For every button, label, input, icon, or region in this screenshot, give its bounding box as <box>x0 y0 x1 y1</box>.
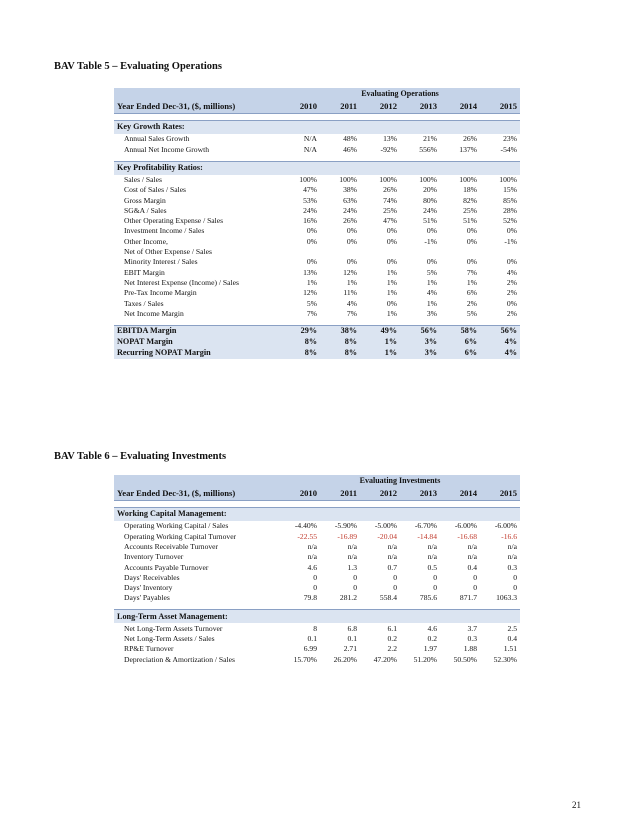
cell-value: 51.20% <box>413 654 437 664</box>
cell-value: 0% <box>506 226 517 236</box>
cell-value: 15% <box>503 185 517 195</box>
page-number: 21 <box>572 800 581 810</box>
summary-row <box>114 337 520 348</box>
year-2012: 2012 <box>360 486 400 501</box>
cell-value: 2.5 <box>507 623 517 633</box>
row-label: Net Long-Term Assets Turnover <box>124 623 223 633</box>
cell-value: 6.8 <box>347 623 357 633</box>
row-label: Accounts Receivable Turnover <box>124 541 219 551</box>
cell-value: -22.55 <box>297 531 317 541</box>
cell-value: 7% <box>466 267 477 277</box>
year-2011: 2011 <box>320 99 360 114</box>
cell-value: 8% <box>280 337 320 348</box>
cell-value: 0 <box>513 583 517 593</box>
table5-caption: BAV Table 5 – Evaluating Operations <box>54 61 222 72</box>
cell-value: 0.4 <box>467 562 477 572</box>
cell-value: n/a <box>427 541 437 551</box>
cell-value: 2.2 <box>387 644 397 654</box>
table-row <box>114 205 520 215</box>
table6-caption: BAV Table 6 – Evaluating Investments <box>54 451 227 462</box>
cell-value: 1.97 <box>423 644 437 654</box>
cell-value: 100% <box>419 174 437 184</box>
cell-value: 3% <box>400 348 440 359</box>
cell-value: 1063.3 <box>496 593 517 603</box>
table-row <box>114 572 520 582</box>
cell-value <box>400 247 440 257</box>
cell-value: 0% <box>386 257 397 267</box>
cell-value <box>360 247 400 257</box>
table-row <box>114 593 520 603</box>
cell-value: 2% <box>506 288 517 298</box>
cell-value: 20% <box>423 185 437 195</box>
cell-value <box>320 247 360 257</box>
cell-value: 1% <box>386 288 397 298</box>
cell-value: 3% <box>400 337 440 348</box>
cell-value: 4% <box>506 267 517 277</box>
cell-value: 26% <box>343 216 357 226</box>
cell-value: 25% <box>383 205 397 215</box>
section-header <box>114 610 520 624</box>
cell-value: 8% <box>280 348 320 359</box>
cell-value: 48% <box>343 134 357 144</box>
table-row <box>114 216 520 226</box>
row-label: Pre-Tax Income Margin <box>124 288 197 298</box>
section-title: Key Growth Rates: <box>114 121 520 135</box>
cell-value: 0 <box>353 583 357 593</box>
section-header <box>114 508 520 522</box>
year-2013: 2013 <box>400 99 440 114</box>
row-label: Taxes / Sales <box>124 298 164 308</box>
cell-value: 0% <box>466 236 477 246</box>
row-label: Gross Margin <box>124 195 166 205</box>
table-row <box>114 195 520 205</box>
cell-value: 3.7 <box>467 623 477 633</box>
cell-value: 24% <box>343 205 357 215</box>
row-label: Days' Receivables <box>124 572 180 582</box>
table-row <box>114 542 520 552</box>
cell-value: 1% <box>386 277 397 287</box>
table-row <box>114 552 520 562</box>
cell-value: 1% <box>466 277 477 287</box>
cell-value <box>280 247 320 257</box>
row-label: Sales / Sales <box>124 174 162 184</box>
cell-value: N/A <box>303 144 317 154</box>
cell-value: 7% <box>306 308 317 318</box>
year-2013: 2013 <box>400 486 440 501</box>
cell-value: 13% <box>383 134 397 144</box>
table-row <box>114 236 520 246</box>
cell-value: 47% <box>383 216 397 226</box>
cell-value: 1% <box>346 277 357 287</box>
year-2015: 2015 <box>480 486 520 501</box>
row-label: Minority Interest / Sales <box>124 257 198 267</box>
cell-value: 51% <box>423 216 437 226</box>
cell-value: 871.7 <box>459 593 477 603</box>
cell-value: 8% <box>320 337 360 348</box>
cell-value: 1% <box>360 348 400 359</box>
cell-value: 51% <box>463 216 477 226</box>
cell-value: -5.00% <box>374 521 397 531</box>
spacer-row <box>114 114 520 121</box>
cell-value: 15.70% <box>293 654 317 664</box>
cell-value: 47% <box>303 185 317 195</box>
row-label: Depreciation & Amortization / Sales <box>124 654 235 664</box>
cell-value: 50.50% <box>453 654 477 664</box>
table5-title: Evaluating Operations <box>280 88 520 99</box>
cell-value: -6.00% <box>454 521 477 531</box>
row-label: Other Income, <box>124 236 168 246</box>
row-label: EBITDA Margin <box>114 325 280 337</box>
row-label: Annual Net Income Growth <box>124 144 209 154</box>
cell-value: 6.1 <box>387 623 397 633</box>
cell-value: 0 <box>313 572 317 582</box>
cell-value: 53% <box>303 195 317 205</box>
cell-value: 46% <box>343 144 357 154</box>
cell-value: n/a <box>347 541 357 551</box>
cell-value: 0.1 <box>347 634 357 644</box>
section-header <box>114 121 520 135</box>
cell-value: n/a <box>387 552 397 562</box>
cell-value: 1% <box>360 337 400 348</box>
spacer-row <box>114 501 520 508</box>
cell-value: 0 <box>473 572 477 582</box>
cell-value: 0.2 <box>427 634 437 644</box>
cell-value: 0.5 <box>427 562 437 572</box>
cell-value: 23% <box>503 134 517 144</box>
cell-value: 4% <box>346 298 357 308</box>
table-row <box>114 654 520 664</box>
table-row <box>114 634 520 644</box>
cell-value: 47.20% <box>373 654 397 664</box>
cell-value: 0 <box>433 583 437 593</box>
cell-value: 52.30% <box>493 654 517 664</box>
year-2014: 2014 <box>440 99 480 114</box>
cell-value: -54% <box>500 144 517 154</box>
cell-value: 4% <box>480 337 520 348</box>
cell-value: n/a <box>347 552 357 562</box>
cell-value: 0% <box>386 298 397 308</box>
cell-value: n/a <box>507 541 517 551</box>
section-title: Working Capital Management: <box>114 508 520 522</box>
cell-value: 38% <box>320 325 360 337</box>
row-label: Recurring NOPAT Margin <box>114 348 280 359</box>
cell-value: 8 <box>313 623 317 633</box>
year-2011: 2011 <box>320 486 360 501</box>
cell-value: 1% <box>426 277 437 287</box>
cell-value: 0% <box>346 226 357 236</box>
table-row <box>114 278 520 288</box>
table6 <box>114 475 520 665</box>
table-row <box>114 288 520 298</box>
row-label: Net Interest Expense (Income) / Sales <box>124 277 239 287</box>
cell-value: 26% <box>383 185 397 195</box>
cell-value: 0.1 <box>307 634 317 644</box>
cell-value: 281.2 <box>339 593 357 603</box>
table-row <box>114 562 520 572</box>
cell-value: 49% <box>360 325 400 337</box>
cell-value: 1.88 <box>463 644 477 654</box>
evaluating-operations-table <box>114 88 520 426</box>
cell-value: 5% <box>466 308 477 318</box>
cell-value: 2% <box>506 308 517 318</box>
cell-value: 785.6 <box>419 593 437 603</box>
row-label: Net of Other Expense / Sales <box>124 247 212 257</box>
cell-value: 18% <box>463 185 477 195</box>
cell-value: 0% <box>306 236 317 246</box>
cell-value: 0.3 <box>507 562 517 572</box>
table-row <box>114 298 520 308</box>
cell-value: 6.99 <box>303 644 317 654</box>
cell-value: 0% <box>306 257 317 267</box>
cell-value: 0% <box>426 257 437 267</box>
cell-value: 56% <box>400 325 440 337</box>
year-2010: 2010 <box>280 99 320 114</box>
cell-value: -16.68 <box>457 531 477 541</box>
cell-value: n/a <box>307 552 317 562</box>
cell-value: -14.84 <box>417 531 437 541</box>
cell-value: 1% <box>306 277 317 287</box>
cell-value: 2% <box>466 298 477 308</box>
cell-value: 4.6 <box>427 623 437 633</box>
cell-value: 26% <box>463 134 477 144</box>
year-2010: 2010 <box>280 486 320 501</box>
year-2014: 2014 <box>440 486 480 501</box>
cell-value: 13% <box>303 267 317 277</box>
table-row <box>114 644 520 654</box>
table-row <box>114 521 520 531</box>
cell-value: 556% <box>419 144 437 154</box>
row-label: Days' Payables <box>124 593 170 603</box>
row-label: Net Income Margin <box>124 308 184 318</box>
row-label: Investment Income / Sales <box>124 226 205 236</box>
cell-value: 6% <box>466 288 477 298</box>
cell-value: 24% <box>423 205 437 215</box>
cell-value: 0 <box>313 583 317 593</box>
table5 <box>114 88 520 359</box>
row-label: Inventory Turnover <box>124 552 184 562</box>
cell-value: 3% <box>426 308 437 318</box>
table-row <box>114 247 520 257</box>
cell-value: 0% <box>466 257 477 267</box>
cell-value: 6% <box>440 337 480 348</box>
year-2012: 2012 <box>360 99 400 114</box>
cell-value: 38% <box>343 185 357 195</box>
cell-value: 5% <box>426 267 437 277</box>
cell-value: 1.51 <box>503 644 517 654</box>
row-label: Days' Inventory <box>124 583 173 593</box>
table5-header-label: Year Ended Dec-31, ($, millions) <box>114 99 280 114</box>
cell-value: 0.7 <box>387 562 397 572</box>
cell-value: 100% <box>339 174 357 184</box>
cell-value: 7% <box>346 308 357 318</box>
cell-value: 5% <box>306 298 317 308</box>
row-label: Net Long-Term Assets / Sales <box>124 634 215 644</box>
cell-value: N/A <box>303 134 317 144</box>
cell-value: 0 <box>393 583 397 593</box>
evaluating-investments-table <box>114 475 520 711</box>
table-row <box>114 267 520 277</box>
cell-value: n/a <box>507 552 517 562</box>
cell-value: 100% <box>499 174 517 184</box>
cell-value: 4.6 <box>307 562 317 572</box>
cell-value: 0% <box>426 226 437 236</box>
cell-value: 0% <box>506 257 517 267</box>
table-row <box>114 623 520 633</box>
cell-value: 26.20% <box>333 654 357 664</box>
cell-value: 0.2 <box>387 634 397 644</box>
cell-value: n/a <box>307 541 317 551</box>
section-title: Long-Term Asset Management: <box>114 610 520 624</box>
cell-value: n/a <box>467 552 477 562</box>
cell-value: 11% <box>343 288 357 298</box>
cell-value: 4% <box>426 288 437 298</box>
row-label: Other Operating Expense / Sales <box>124 216 224 226</box>
row-label: Operating Working Capital / Sales <box>124 521 229 531</box>
cell-value: 0% <box>346 236 357 246</box>
table-row <box>114 531 520 541</box>
cell-value: n/a <box>467 541 477 551</box>
cell-value: 79.8 <box>303 593 317 603</box>
cell-value: 4% <box>480 348 520 359</box>
spacer-cell <box>114 114 520 121</box>
cell-value: -92% <box>380 144 397 154</box>
cell-value: 24% <box>303 205 317 215</box>
table-row <box>114 257 520 267</box>
cell-value: 100% <box>299 174 317 184</box>
row-label: Accounts Payable Turnover <box>124 562 209 572</box>
section-header <box>114 161 520 175</box>
cell-value: 137% <box>459 144 477 154</box>
table6-title: Evaluating Investments <box>280 475 520 486</box>
cell-value: 63% <box>343 195 357 205</box>
cell-value: 100% <box>459 174 477 184</box>
cell-value: -6.70% <box>414 521 437 531</box>
cell-value: 12% <box>343 267 357 277</box>
cell-value: 52% <box>503 216 517 226</box>
section-title: Key Profitability Ratios: <box>114 161 520 175</box>
cell-value: n/a <box>427 552 437 562</box>
cell-value: -4.40% <box>294 521 317 531</box>
cell-value: -16.89 <box>337 531 357 541</box>
table-row <box>114 308 520 318</box>
cell-value <box>480 247 520 257</box>
cell-value: 16% <box>303 216 317 226</box>
spacer-cell <box>114 501 520 508</box>
table-row <box>114 144 520 154</box>
cell-value: 1% <box>386 308 397 318</box>
cell-value: 85% <box>503 195 517 205</box>
cell-value: 0 <box>393 572 397 582</box>
row-label: SG&A / Sales <box>124 205 167 215</box>
cell-value: 0 <box>513 572 517 582</box>
cell-value: 558.4 <box>379 593 397 603</box>
row-label: RP&E Turnover <box>124 644 174 654</box>
cell-value: 0% <box>386 226 397 236</box>
cell-value: 28% <box>503 205 517 215</box>
cell-value: 6% <box>440 348 480 359</box>
table-row <box>114 226 520 236</box>
cell-value: 100% <box>379 174 397 184</box>
cell-value: 1% <box>386 267 397 277</box>
cell-value: 58% <box>440 325 480 337</box>
cell-value: 0 <box>433 572 437 582</box>
cell-value: 12% <box>303 288 317 298</box>
table-row <box>114 583 520 593</box>
cell-value: 0% <box>466 226 477 236</box>
cell-value: -16.6 <box>501 531 517 541</box>
cell-value: 0 <box>353 572 357 582</box>
cell-value: 25% <box>463 205 477 215</box>
cell-value: 2% <box>506 277 517 287</box>
cell-value: 0% <box>506 298 517 308</box>
row-label: EBIT Margin <box>124 267 165 277</box>
cell-value: 0 <box>473 583 477 593</box>
row-label: NOPAT Margin <box>114 337 280 348</box>
row-label: Cost of Sales / Sales <box>124 185 187 195</box>
summary-row <box>114 348 520 359</box>
table6-header-label: Year Ended Dec-31, ($, millions) <box>114 486 280 501</box>
cell-value: 0% <box>346 257 357 267</box>
table-row <box>114 175 520 185</box>
table-row <box>114 134 520 144</box>
cell-value: 80% <box>423 195 437 205</box>
cell-value: 0.4 <box>507 634 517 644</box>
cell-value: 1.3 <box>347 562 357 572</box>
cell-value: 56% <box>480 325 520 337</box>
cell-value: 74% <box>383 195 397 205</box>
row-label: Operating Working Capital Turnover <box>124 531 237 541</box>
cell-value: 82% <box>463 195 477 205</box>
cell-value: 29% <box>280 325 320 337</box>
cell-value: 0% <box>386 236 397 246</box>
cell-value: -1% <box>424 236 437 246</box>
row-label: Annual Sales Growth <box>124 134 190 144</box>
cell-value: -20.04 <box>377 531 397 541</box>
cell-value: n/a <box>387 541 397 551</box>
cell-value: 2.71 <box>343 644 357 654</box>
cell-value: 1% <box>426 298 437 308</box>
table-row <box>114 185 520 195</box>
cell-value: 21% <box>423 134 437 144</box>
cell-value <box>440 247 480 257</box>
cell-value: -1% <box>504 236 517 246</box>
cell-value: 0.3 <box>467 634 477 644</box>
cell-value: -6.00% <box>494 521 517 531</box>
year-2015: 2015 <box>480 99 520 114</box>
cell-value: 8% <box>320 348 360 359</box>
summary-row <box>114 325 520 337</box>
cell-value: -5.90% <box>334 521 357 531</box>
cell-value: 0% <box>306 226 317 236</box>
